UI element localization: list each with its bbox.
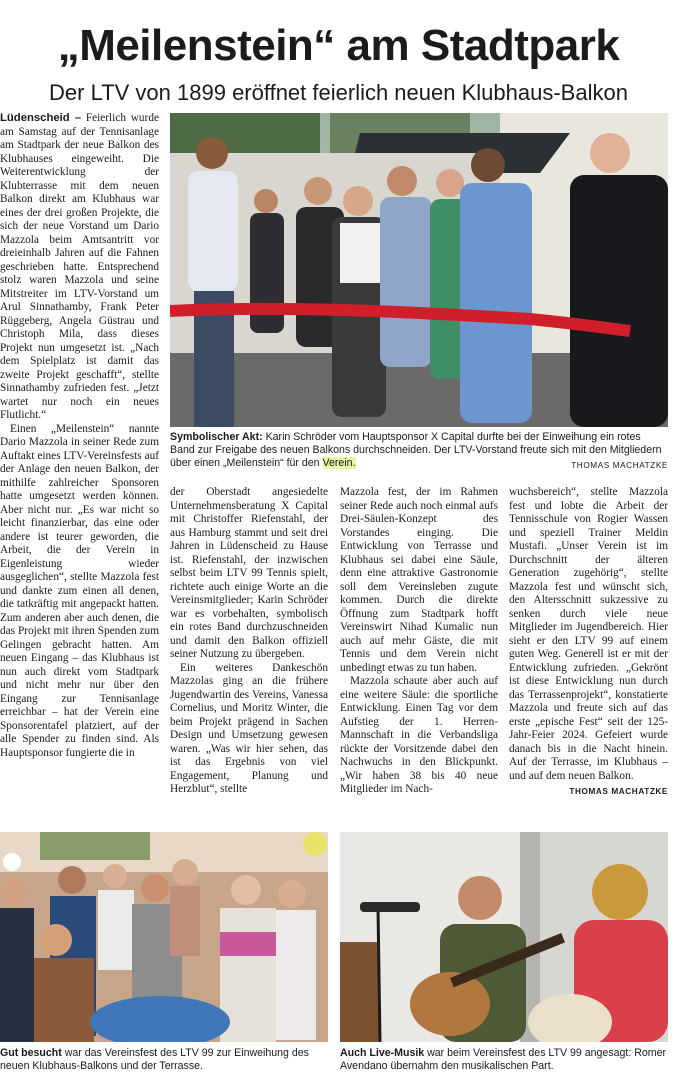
col1-paragraph-2: Einen „Meilenstein“ nannte Dario Mazzola in seiner Rede zum Auftakt eines LTV-Vereinsfests auf der Anlage den neuen Balkon, der mithilfe zahlreicher Sponsoren hatte umgesetzt werden können. Aber nicht nur. „Es war nicht so leicht finanzierbar, das eine oder andere ist teurer geworden, die Arbeit, die der Verein in Eigenleistung wieder ausgeglichen“, stellte Mazzola fest und dankte zum einen all denen, die tatkräftig mit angepackt hatten. Zum anderen aber auch denen, die das Projekt mit ihren Spenden zum Gelingen gebracht hatten. Am neuen Eingang – das Klubhaus ist nun auch direkt vom Stadtpark und nicht mehr nur über den Eingang zur Tennisanlage erreichbar – hat der Verein eine Sponsorentafel platziert, auf der alle Spender zu finden sind. Als Hauptsponsor fungierte die in: [0, 422, 159, 759]
crowd-caption-text: war das Vereinsfest des LTV 99 zur Einweihung des neuen Klubhaus-Balkons und der Terrasse.: [0, 1047, 309, 1072]
music-caption-text: war beim Vereinsfest des LTV 99 angesagt: Romer Avendano übernahm den musikalischen Part.: [340, 1047, 667, 1072]
ribbon-cutting-photo: [170, 113, 668, 427]
article-column-2: [170, 486, 328, 797]
main-photo-caption: [170, 431, 668, 472]
dateline: Lüdenscheid –: [0, 112, 82, 124]
headline: „Meilenstein“ am Stadtpark: [57, 21, 620, 70]
col3-paragraph-2: Mazzola schaute aber auch auf eine weitere Säule: die sportliche Entwicklung. Einen Tag vor dem Aufstieg der 1. Herren-Mannschaft in die Verbandsliga rückte der Vorsitzende dabei den Nachwuchs in den Blickpunkt. „Wir haben 38 bis 40 neue Mitglieder im Nach-: [340, 675, 498, 795]
subheadline: Der LTV von 1899 eröffnet feierlich neuen Klubhaus-Balkon: [49, 80, 628, 105]
crowd-caption-bold: Gut besucht: [0, 1047, 62, 1059]
musician-photo: [340, 832, 668, 1042]
highlighted-word: Verein.: [322, 457, 356, 469]
music-photo-caption: [340, 1047, 668, 1073]
main-caption-text: Karin Schröder vom Hauptsponsor X Capital durfte bei der Einweihung ein rotes Band zur Freigabe des neuen Balkons durchschneiden. Der LTV-Vorstand freute sich mit den Mitgliedern über einen „Meilenstein“ für den: [170, 431, 662, 469]
main-caption-bold: Symbolischer Akt:: [170, 431, 263, 443]
col3-paragraph-1: Mazzola fest, der im Rahmen seiner Rede auch noch einmal aufs Drei-Säulen-Konzept des Vorstandes einging. Die Entwicklung von Terrasse und Klubhaus sei dabei eine Säule, denn eine attraktive Gastronomie soll dem Vereinsleben zugute kommen. Durch die direkte Öffnung zum Stadtpark hofft Vereinswirt Nihad Kumalic nun auch auf mehr Gäste, die mit Tennis und dem Verein nicht unbedingt etwas zu tun haben.: [340, 486, 498, 674]
crowd-photo: [0, 832, 328, 1042]
main-photo-credit: THOMAS MACHATZKE: [571, 461, 668, 470]
photo-festival-crowd: [0, 832, 328, 1042]
col4-paragraph-1: wuchsbereich“, stellte Mazzola fest und lobte die Arbeit der Tennisschule von Rogier Wassen und speziell Trainer Meldin Mustafi. „Unser Verein ist im Durchschnitt der älteren Generation zugehörig“, stellte Mazzola fest und wünscht sich, den Altersschnitt sukzessive zu senken durch viele neue Mitglieder im Jugendbereich. Hier sieht er den LTV 99 auf einem guten Weg. Generell ist er mit der Entwicklung zufrieden. „Gekrönt ist diese Entwicklung nun durch das Terrassenprojekt“, konstatierte Mazzola und freute sich auf das erste „epische Fest“ seit der 125-Jahr-Feier 2024. Gefeiert wurde danach bis in die Nacht hinein. Auf der Terrasse, im Klubhaus – und auf dem neuen Balkon.: [509, 486, 668, 782]
col2-paragraph-1: der Oberstadt angesiedelte Unternehmensberatung X Capital mit Christoffer Riefenstahl, der aus Hamburg stammt und seit drei Jahren in Lüdenscheid zu Hause ist. Riefenstahl, der inzwischen selbst beim LTV 99 Tennis spielt, richtete auch einige Worte an die Vereinsmitglieder; Karin Schröder war es vorbehalten, symbolisch ein rotes Band durchzuschneiden und damit den Balkon offiziell seiner Nutzung zu übergeben.: [170, 486, 328, 660]
article-column-1: [0, 112, 159, 760]
col2-paragraph-2: Ein weiteres Dankeschön Mazzolas ging an die frühere Jugendwartin des Vereins, Vanessa Cornelius, und Moritz Winter, die beim Projekt prägend in Sachen Design und Umsetzung gewesen waren. „Was wir hier sehen, das ist das Ergebnis von viel Engagement, Planung und Herzblut“, stellte: [170, 661, 328, 795]
crowd-photo-caption: [0, 1047, 328, 1073]
main-photo: [170, 113, 668, 427]
article-author: THOMAS MACHATZKE: [569, 787, 668, 796]
music-caption-bold: Auch Live-Musik: [340, 1047, 425, 1059]
col1-paragraph-1: Feierlich wurde am Samstag auf der Tennisanlage am Stadtpark der neue Balkon des Klubhauses eingeweiht. Die Weiterentwicklung der Klubterrasse mit dem neuen Balkon direkt am Klubhaus war eines der drei großen Projekte, die sich der neue Vorstand um Dario Mazzola beim Amtsantritt vor dreieinhalb Jahren auf die Fahnen geschrieben hatte. Entsprechend stolz waren Mazzola und seine Mitstreiter im LTV-Vorstand um Arul Sinnathamby, Frank Peter Rüggeberg, Angela Güstrau und Christoph Mila, dass dieses Projekt nun umgesetzt ist. „Nach dem Spielplatz ist damit das zweite Projekt geschafft“, stellte Sinnathamby zufrieden fest. „Jetzt wartet nur noch ein neues Flutlicht.“: [0, 112, 159, 421]
article-column-4: [509, 486, 668, 799]
article-column-3: [340, 486, 498, 797]
photo-live-music: [340, 832, 668, 1042]
